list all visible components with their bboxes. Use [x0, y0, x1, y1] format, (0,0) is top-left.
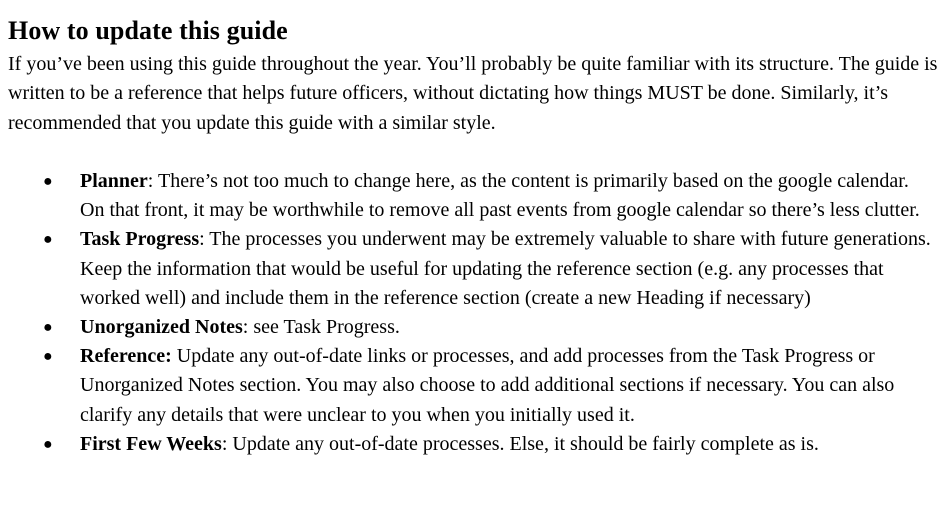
list-item-planner — [8, 167, 938, 225]
item-term: Reference: — [80, 345, 172, 368]
item-term: First Few Weeks — [80, 432, 222, 455]
bullet-icon: ● — [43, 318, 53, 336]
section-heading: How to update this guide — [8, 16, 288, 45]
item-term: Unorganized Notes — [80, 315, 243, 338]
update-instructions-list — [8, 167, 946, 459]
intro-paragraph: If you’ve been using this guide throughout the year. You’ll probably be quite familiar with its structure. The guide is written to be a reference that helps future officers, without dictating how things MUST be done. Similarly, it’s recommended that you update this guide with a similar style. — [8, 53, 938, 134]
item-text: : Update any out-of-date processes. Else, it should be fairly complete as is. — [221, 432, 819, 455]
item-text: : There’s not too much to change here, as the content is primarily based on the google calendar. On that front, it may be worthwhile to remove all past events from google calendar so there’s less clutter. — [80, 169, 920, 222]
bullet-icon: ● — [43, 172, 53, 190]
bullet-icon: ● — [43, 348, 53, 366]
item-term: Task Progress — [80, 228, 200, 251]
bullet-icon: ● — [43, 435, 53, 453]
item-text: Update any out-of-date links or processes, and add processes from the Task Progress or Unorganized Notes section. You may also choose to add additional sections if necessary. You can also clarify any details that were unclear to you when you initially used it. — [80, 345, 895, 426]
list-item-unorganized-notes — [8, 313, 938, 342]
item-text: : The processes you underwent may be extremely valuable to share with future generations. Keep the information that would be useful for updating the reference section (e.g. any processes that worked well) and include them in the reference section (create a new Heading if necessary) — [80, 228, 931, 309]
item-term: Planner — [80, 169, 148, 192]
list-item-first-few-weeks — [8, 430, 938, 459]
list-item-reference — [8, 342, 938, 430]
item-text: : see Task Progress. — [242, 315, 400, 338]
paragraph-spacer — [8, 138, 946, 167]
bullet-icon: ● — [43, 231, 53, 249]
list-item-task-progress — [8, 225, 938, 313]
